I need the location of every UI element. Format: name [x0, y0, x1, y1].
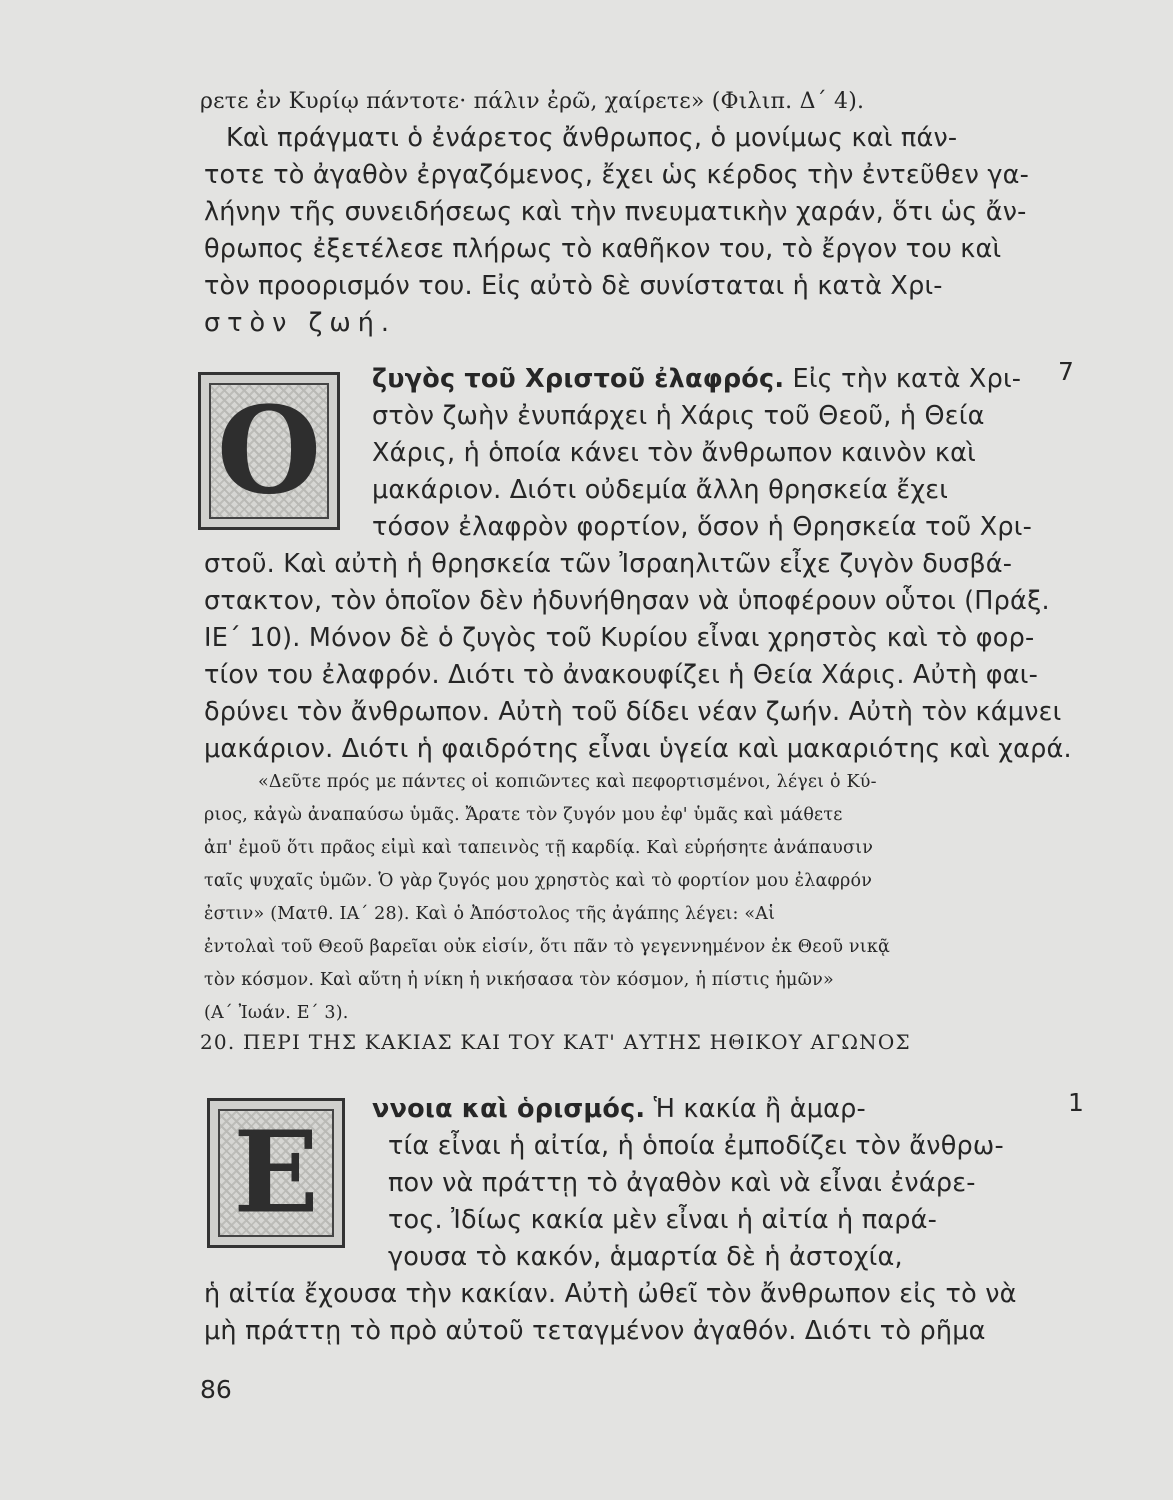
- text-line: θρωπος ἐξετέλεσε πλήρως τὸ καθῆκον του, τὸ ἔργον του καὶ: [204, 234, 1002, 264]
- drop-cap-epsilon: [207, 1098, 345, 1248]
- text-line: μακάριον. Διότι οὐδεμία ἄλλη θρησκεία ἔχει: [372, 475, 949, 505]
- text-line: τοτε τὸ ἀγαθὸν ἐργαζόμενος, ἔχει ὡς κέρδος τὴν ἐντεῦθεν γα-: [204, 160, 1030, 190]
- text-line: τία εἶναι ἡ αἰτία, ἡ ὁποία ἐμποδίζει τὸν ἄνθρω-: [388, 1131, 1004, 1161]
- text-line: ἡ αἰτία ἔχουσα τὴν κακίαν. Αὐτὴ ὠθεῖ τὸν ἄνθρωπον εἰς τὸ νὰ: [204, 1279, 1017, 1309]
- quote-line: ἐντολαὶ τοῦ Θεοῦ βαρεῖαι οὐκ εἰσίν, ὅτι πᾶν τὸ γεγεννημένον ἐκ Θεοῦ νικᾷ: [204, 937, 890, 957]
- text-line: Καὶ πράγματι ὁ ἐνάρετος ἄνθρωπος, ὁ μονίμως καὶ πάν-: [226, 123, 958, 153]
- text-line: δρύνει τὸν ἄνθρωπον. Αὐτὴ τοῦ δίδει νέαν ζωήν. Αὐτὴ τὸν κάμνει: [204, 697, 1062, 727]
- text-line: στὸν ζωή.: [204, 308, 396, 338]
- text-line: μὴ πράττῃ τὸ πρὸ αὐτοῦ τεταγμένον ἀγαθόν. Διότι τὸ ρῆμα: [204, 1316, 986, 1346]
- text-line: Χάρις, ἡ ὁποία κάνει τὸν ἄνθρωπον καινὸν καὶ: [372, 438, 976, 468]
- section-lead-line: [372, 1092, 866, 1126]
- text-line: τὸν προορισμόν του. Εἰς αὐτὸ δὲ συνίσταται ἡ κατὰ Χρι-: [204, 271, 943, 301]
- quote-line: (Α΄ Ἰωάν. Ε΄ 3).: [204, 1003, 349, 1023]
- margin-number: 7: [1058, 357, 1074, 386]
- quote-line: ταῖς ψυχαῖς ὑμῶν. Ὁ γὰρ ζυγός μου χρηστὸς καὶ τὸ φορτίον μου ἐλαφρόν: [204, 871, 873, 891]
- quote-line: «Δεῦτε πρός με πάντες οἱ κοπιῶντες καὶ πεφορτισμένοι, λέγει ὁ Κύ-: [258, 772, 877, 792]
- section-lead-text: Εἰς τὴν κατὰ Χρι-: [784, 364, 1022, 394]
- quote-line: ριος, κἀγὼ ἀναπαύσω ὑμᾶς. Ἄρατε τὸν ζυγόν μου ἐφ' ὑμᾶς καὶ μάθετε: [204, 805, 843, 825]
- drop-cap-letter: Ο: [216, 380, 322, 522]
- quote-line: ἀπ' ἐμοῦ ὅτι πρᾶος εἰμὶ καὶ ταπεινὸς τῇ καρδίᾳ. Καὶ εὑρήσητε ἀνάπαυσιν: [204, 838, 874, 858]
- text-line: τος. Ἰδίως κακία μὲν εἶναι ἡ αἰτία ἡ παρά-: [388, 1205, 938, 1235]
- text-line: μακάριον. Διότι ἡ φαιδρότης εἶναι ὑγεία καὶ μακαριότης καὶ χαρά.: [204, 734, 1072, 764]
- quote-line: ἐστιν» (Ματθ. ΙΑ΄ 28). Καὶ ὁ Ἀπόστολος τῆς ἀγάπης λέγει: «Αἱ: [204, 904, 776, 924]
- quote-line: τὸν κόσμον. Καὶ αὕτη ἡ νίκη ἡ νικήσασα τὸν κόσμον, ἡ πίστις ἡμῶν»: [204, 970, 834, 990]
- section-lead-text: Ἡ κακία ἢ ἁμαρ-: [645, 1094, 866, 1124]
- text-line: τίον του ἐλαφρόν. Διότι τὸ ἀνακουφίζει ἡ Θεία Χάρις. Αὐτὴ φαι-: [204, 660, 1039, 690]
- text-line: ρετε ἐν Κυρίῳ πάντοτε· πάλιν ἐρῶ, χαίρετε» (Φιλιπ. Δ΄ 4).: [200, 89, 865, 114]
- section-title: ννοια καὶ ὁρισμός.: [372, 1094, 646, 1124]
- drop-cap-omicron: [198, 372, 340, 530]
- text-line: στακτον, τὸν ὁποῖον δὲν ἠδυνήθησαν νὰ ὑποφέρουν οὗτοι (Πράξ.: [204, 586, 1050, 616]
- page-number: 86: [200, 1375, 232, 1404]
- text-line: γουσα τὸ κακόν, ἁμαρτία δὲ ἡ ἀστοχία,: [388, 1242, 903, 1272]
- section-title: ζυγὸς τοῦ Χριστοῦ ἐλαφρός.: [372, 364, 785, 394]
- text-line: στὸν ζωὴν ἐνυπάρχει ἡ Χάρις τοῦ Θεοῦ, ἡ Θεία: [372, 401, 985, 431]
- text-line: στοῦ. Καὶ αὐτὴ ἡ θρησκεία τῶν Ἰσραηλιτῶν εἶχε ζυγὸν δυσβά-: [204, 549, 1013, 579]
- text-line: λήνην τῆς συνειδήσεως καὶ τὴν πνευματικὴν χαράν, ὅτι ὡς ἄν-: [204, 197, 1027, 227]
- section-lead-line: [372, 362, 1021, 396]
- text-line: ΙΕ΄ 10). Μόνον δὲ ὁ ζυγὸς τοῦ Κυρίου εἶναι χρηστὸς καὶ τὸ φορ-: [204, 623, 1035, 653]
- text-line: τόσον ἐλαφρὸν φορτίον, ὅσον ἡ Θρησκεία τοῦ Χρι-: [372, 512, 1032, 542]
- chapter-heading: 20. ΠΕΡΙ ΤΗΣ ΚΑΚΙΑΣ ΚΑΙ ΤΟΥ ΚΑΤ' ΑΥΤΗΣ ΗΘΙΚΟΥ ΑΓΩΝΟΣ: [200, 1030, 911, 1054]
- text-line: πον νὰ πράττῃ τὸ ἀγαθὸν καὶ νὰ εἶναι ἐνάρε-: [388, 1168, 976, 1198]
- margin-number: 1: [1068, 1088, 1084, 1117]
- drop-cap-letter: Ε: [233, 1107, 319, 1239]
